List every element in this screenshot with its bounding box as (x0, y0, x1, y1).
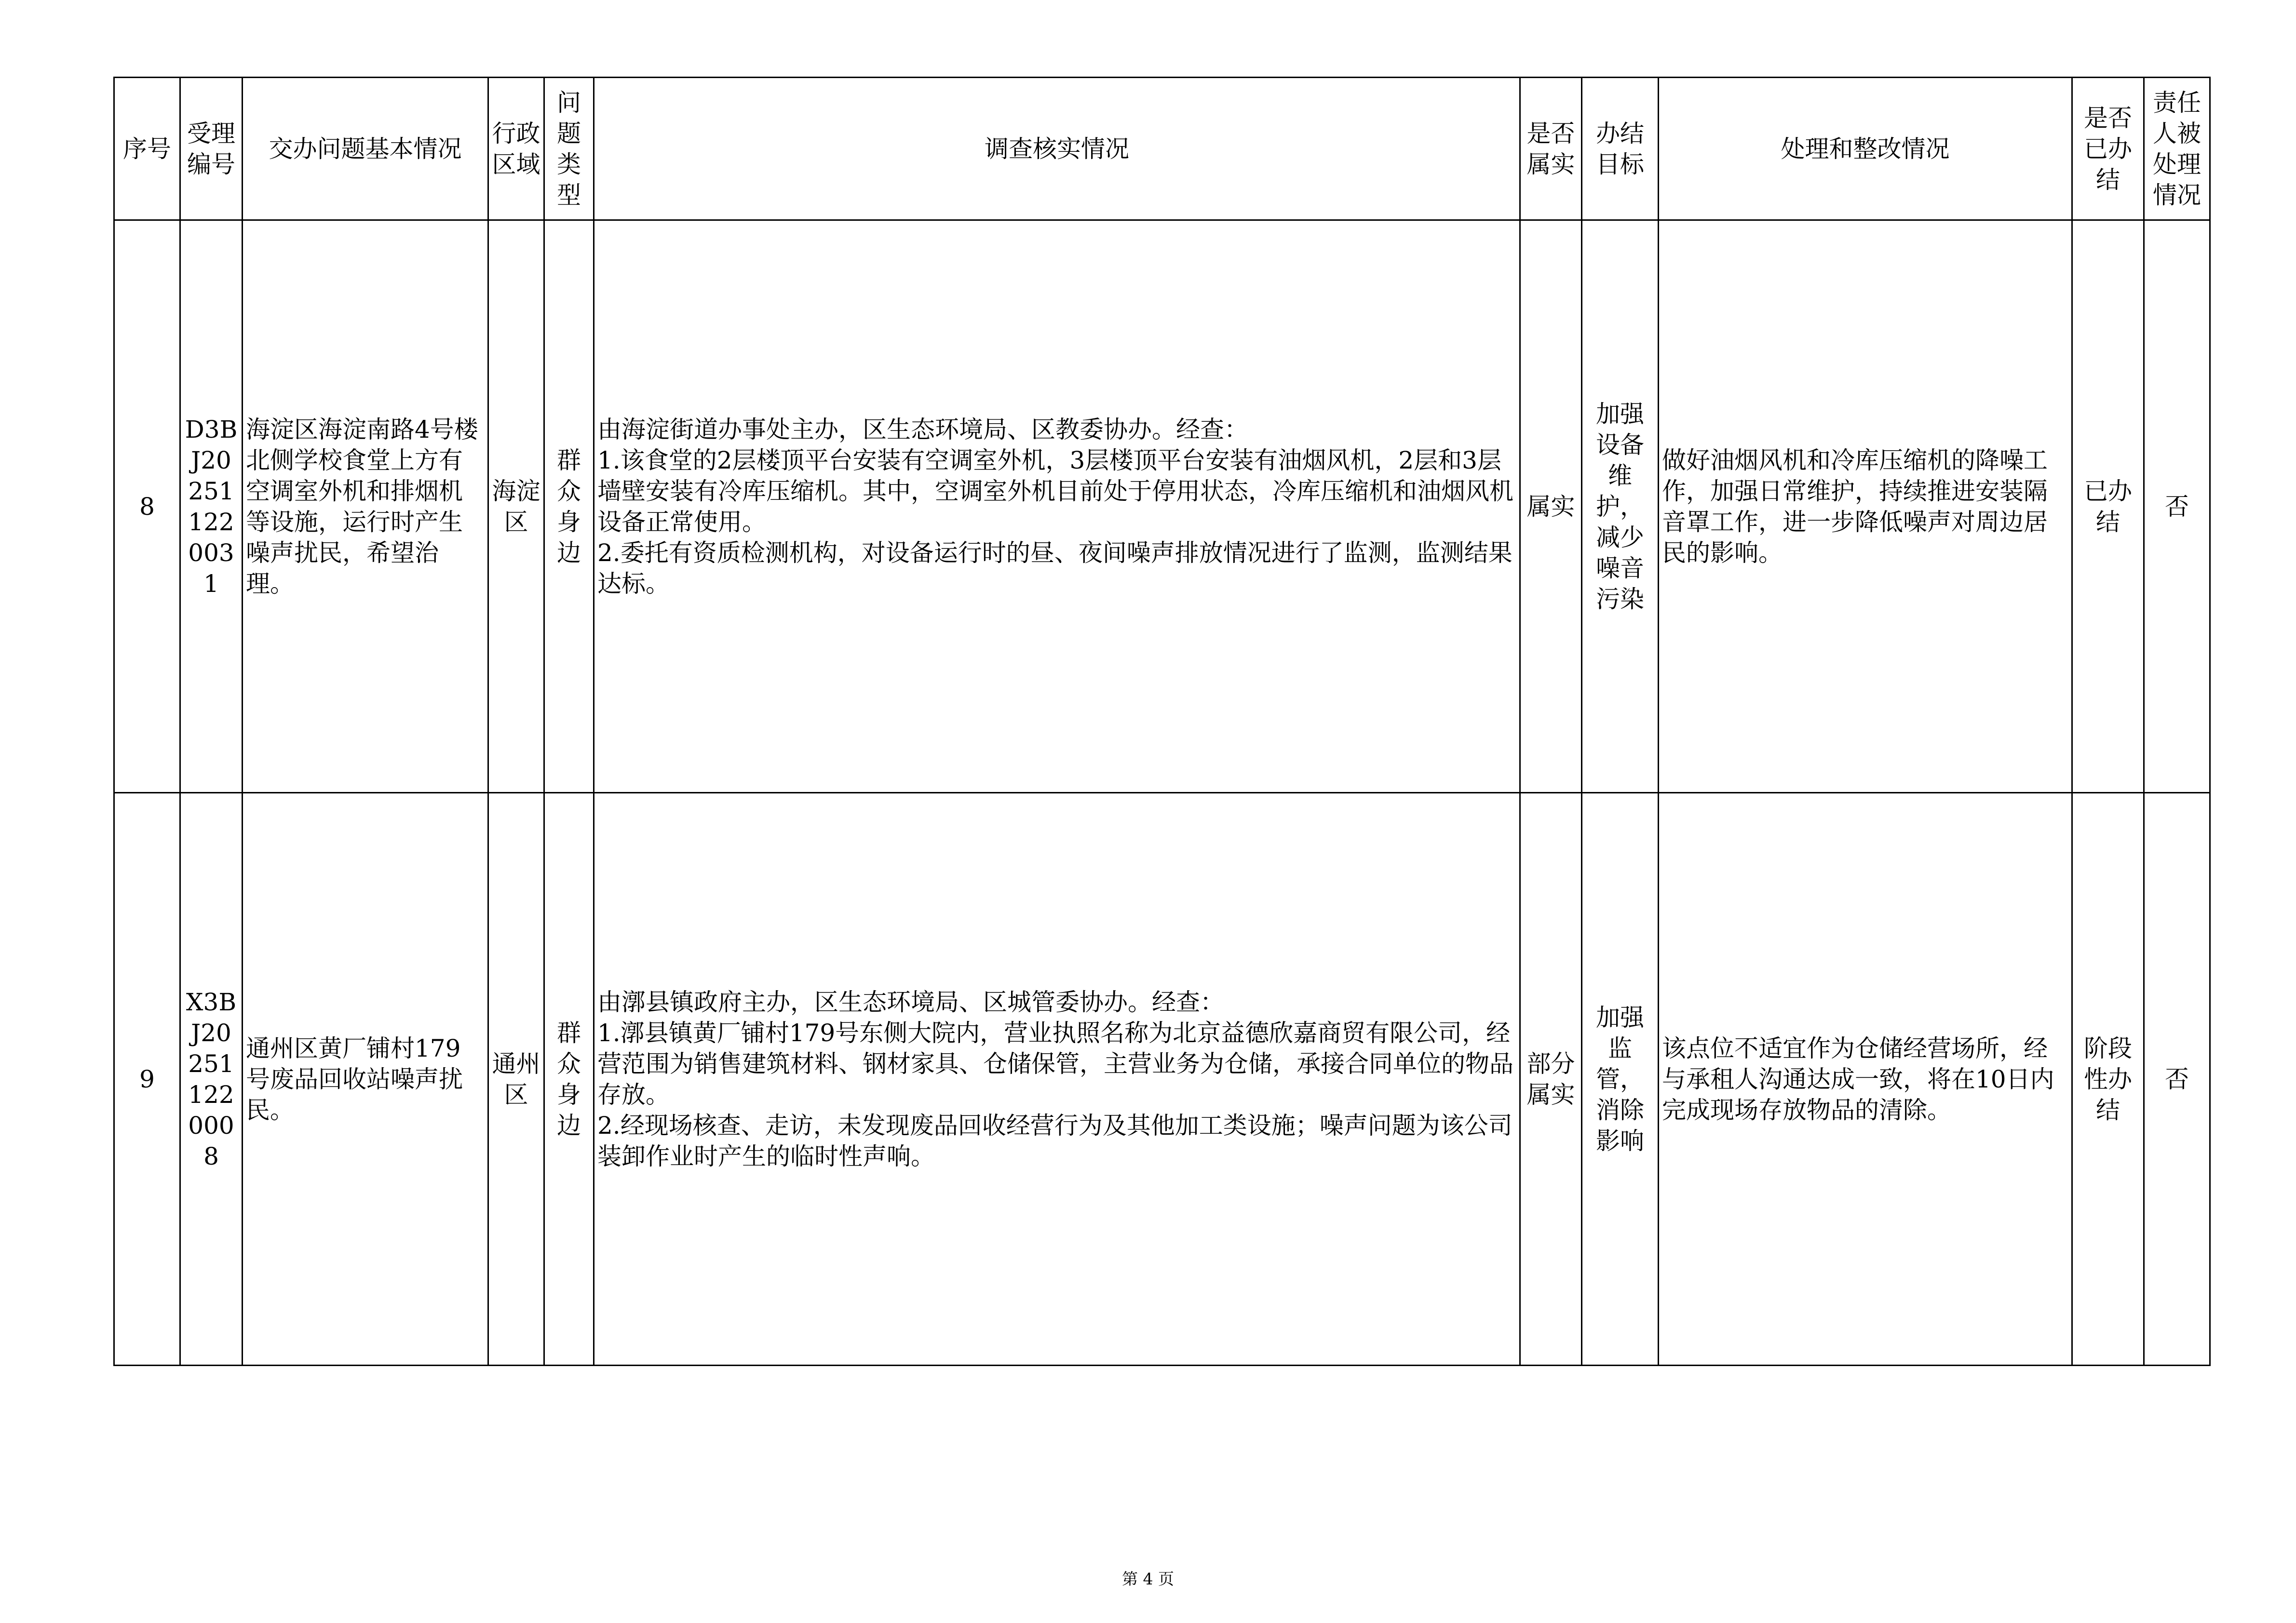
cell-punished: 否 (2144, 793, 2210, 1366)
cell-issue: 海淀区海淀南路4号楼北侧学校食堂上方有空调室外机和排烟机等设施，运行时产生噪声扰民，希望治理。 (243, 220, 488, 793)
table-row (114, 220, 2210, 793)
cell-punished: 否 (2144, 220, 2210, 793)
cell-true: 部分属实 (1520, 793, 1582, 1366)
header-punished: 责任人被处理情况 (2144, 78, 2210, 220)
header-investigation: 调查核实情况 (594, 78, 1520, 220)
header-issue: 交办问题基本情况 (243, 78, 488, 220)
cell-district: 海淀区 (488, 220, 544, 793)
cell-id: D3BJ20251122 0031 (180, 220, 243, 793)
cell-completed: 阶段性办结 (2072, 793, 2144, 1366)
cell-type: 群众身边 (544, 793, 594, 1366)
cell-handling: 该点位不适宜作为仓储经营场所，经与承租人沟通达成一致，将在10日内完成现场存放物品的清除。 (1659, 793, 2072, 1366)
header-true: 是否属实 (1520, 78, 1582, 220)
page-number: 第 4 页 (1122, 1569, 1174, 1588)
case-table (113, 77, 2211, 1366)
cell-id: X3BJ20251122 0008 (180, 793, 243, 1366)
header-completed: 是否已办结 (2072, 78, 2144, 220)
cell-issue: 通州区黄厂铺村179号废品回收站噪声扰民。 (243, 793, 488, 1366)
header-id: 受理编号 (180, 78, 243, 220)
cell-no: 8 (114, 220, 180, 793)
header-row (114, 78, 2210, 220)
table-row (114, 793, 2210, 1366)
cell-goal: 加强监管，消除影响 (1582, 793, 1659, 1366)
cell-no: 9 (114, 793, 180, 1366)
cell-district: 通州区 (488, 793, 544, 1366)
header-handling: 处理和整改情况 (1659, 78, 2072, 220)
header-type: 问题类型 (544, 78, 594, 220)
cell-goal: 加强设备维护，减少噪音污染 (1582, 220, 1659, 793)
cell-completed: 已办结 (2072, 220, 2144, 793)
cell-investigation: 由漷县镇政府主办，区生态环境局、区城管委协办。经查： 1.漷县镇黄厂铺村179号东侧大院内，营业执照名称为北京益德欣嘉商贸有限公司，经营范围为销售建筑材料、钢材家具、仓储保管，主营业务为仓储，承接合同单位的物品存放。 2.经现场核查、走访，未发现废品回收经营行为及其他加工类设施；噪声问题为该公司装卸作业时产生的临时性声响。 (594, 793, 1520, 1366)
header-goal: 办结目标 (1582, 78, 1659, 220)
cell-type: 群众身边 (544, 220, 594, 793)
header-no: 序号 (114, 78, 180, 220)
cell-true: 属实 (1520, 220, 1582, 793)
header-district: 行政区域 (488, 78, 544, 220)
cell-investigation: 由海淀街道办事处主办，区生态环境局、区教委协办。经查： 1.该食堂的2层楼顶平台安装有空调室外机，3层楼顶平台安装有油烟风机，2层和3层墙壁安装有冷库压缩机。其中，空调室外机目前处于停用状态，冷库压缩机和油烟风机设备正常使用。 2.委托有资质检测机构，对设备运行时的昼、夜间噪声排放情况进行了监测，监测结果达标。 (594, 220, 1520, 793)
cell-handling: 做好油烟风机和冷库压缩机的降噪工作，加强日常维护，持续推进安装隔音罩工作，进一步降低噪声对周边居民的影响。 (1659, 220, 2072, 793)
